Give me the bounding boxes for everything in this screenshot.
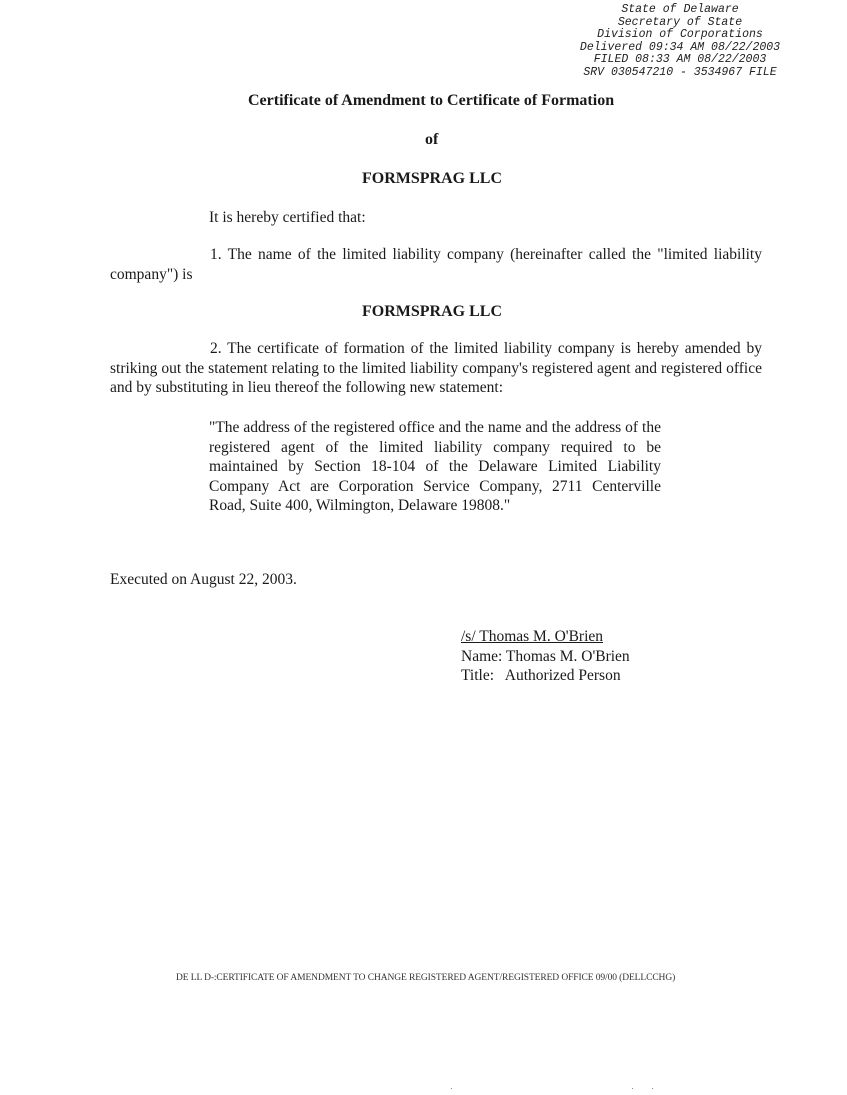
amendment-statement: "The address of the registered office and the name and the address of the registered agent of the limited liability company required to be maintained by Section 18-104 of the Delaware Limited Liability Company Act are Corporation Service Company, 2711 Centerville Road, Suite 400, Wilmington, Delaware 19808." [209,419,661,514]
stamp-office: Secretary of State [617,15,743,29]
item-2-text: 2. The certificate of formation of the limited liability company is hereby amended by striking out the statement relating to the limited liability company's registered agent and registered office and by substituting in lieu thereof the following new statement: [110,340,762,396]
title-of: of [425,131,439,148]
executed-date: Executed on August 22, 2003. [110,571,297,588]
stamp-delivered: Delivered 09:34 AM 08/22/2003 [579,40,781,54]
scan-speck [632,1088,633,1089]
document-title: Certificate of Amendment to Certificate of Formation [248,92,615,109]
signer-name: Name: Thomas M. O'Brien [461,647,630,665]
signature-block [461,627,630,686]
stamp-srv: SRV 030547210 - 3534967 FILE [583,65,777,79]
stamp-filed: FILED 08:33 AM 08/22/2003 [593,53,767,67]
company-name: FORMSPRAG LLC [362,303,502,320]
item-1-text: 1. The name of the limited liability company (hereinafter called the "limited liability company") is [110,246,762,283]
scan-speck [652,1088,653,1089]
stamp-state: State of Delaware [621,3,739,16]
stamp-division: Division of Corporations [597,28,763,42]
scan-speck [451,1088,452,1089]
signature: /s/ Thomas M. O'Brien [461,628,604,645]
certified-statement: It is hereby certified that: [209,209,366,226]
form-footer: DE LL D-:CERTIFICATE OF AMENDMENT TO CHANGE REGISTERED AGENT/REGISTERED OFFICE 09/00 (DELLCCHG) [176,973,676,983]
company-heading: FORMSPRAG LLC [362,170,502,187]
filing-stamp [560,4,800,80]
signer-title: Title: Authorized Person [461,667,621,684]
